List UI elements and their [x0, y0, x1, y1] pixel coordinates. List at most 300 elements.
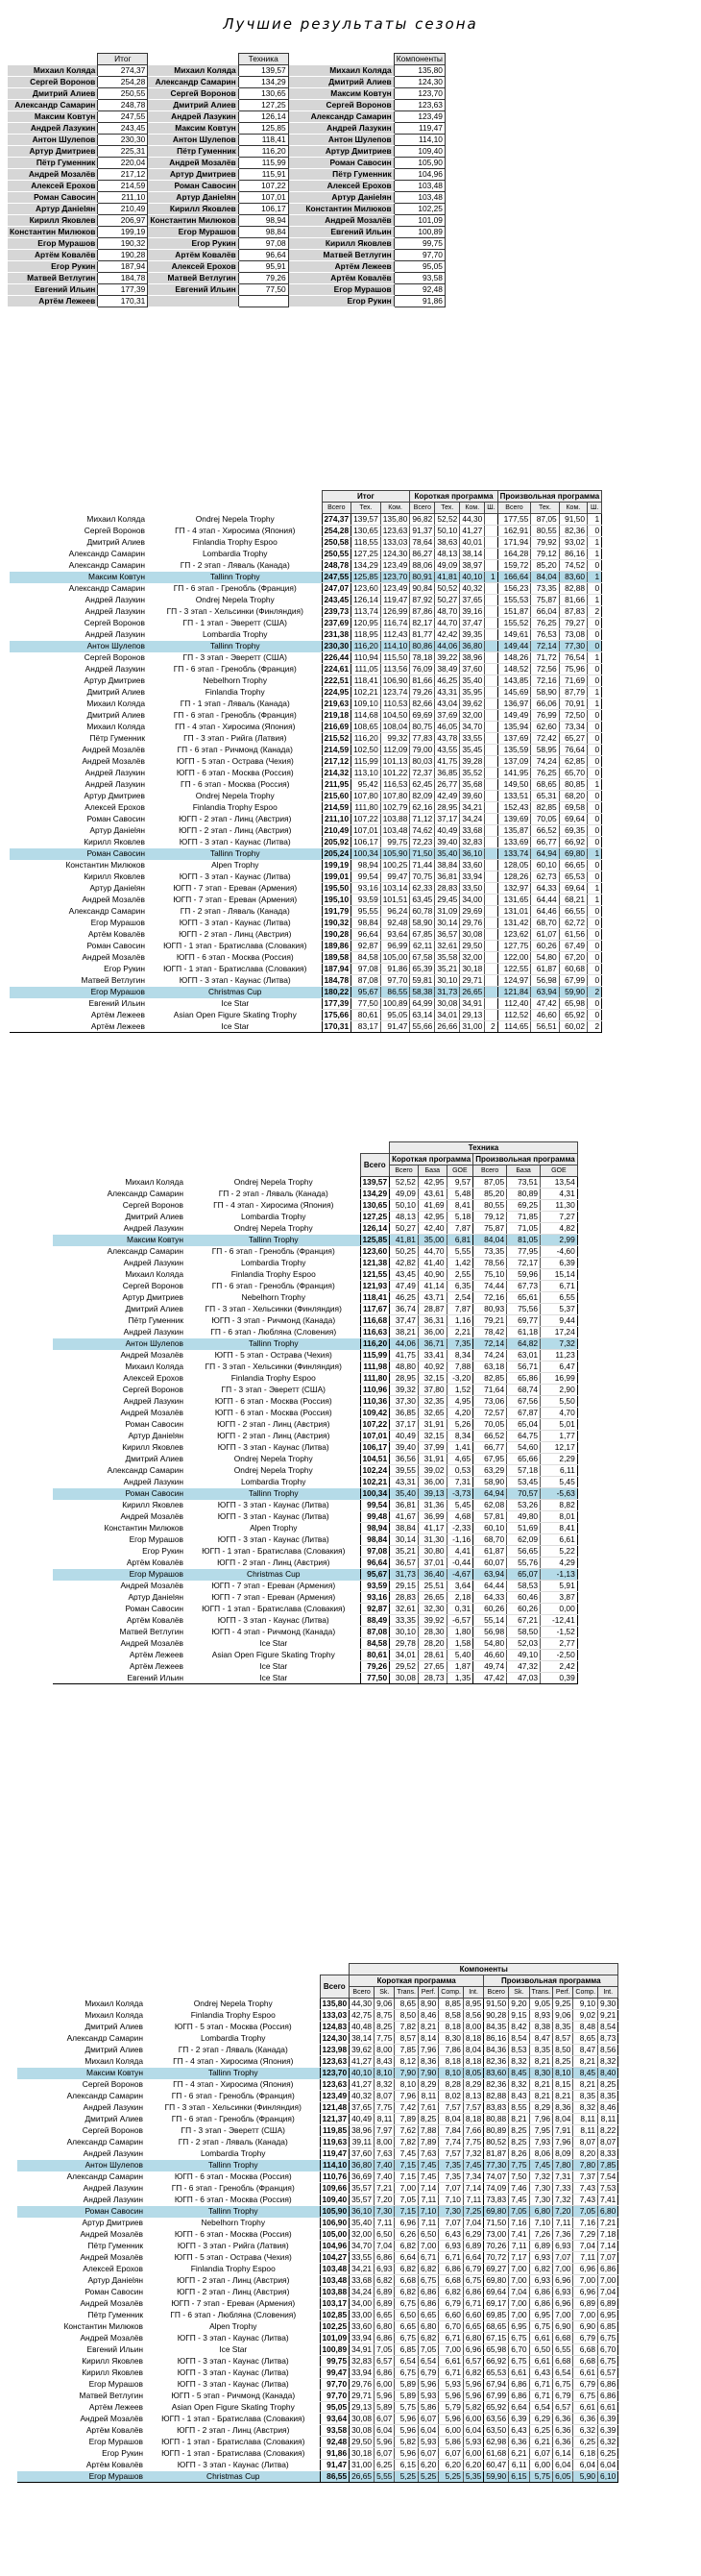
score-cell: 7,14 — [598, 2241, 618, 2252]
score-cell: 6,75 — [463, 2275, 483, 2287]
event-name: Nebelhorn Trophy — [201, 2218, 266, 2227]
score-cell: 7,45 — [529, 2160, 553, 2171]
score-cell: 38,21 — [390, 1327, 419, 1338]
score-cell: 195,10 — [322, 895, 351, 906]
score-cell: 29,71 — [350, 2391, 375, 2402]
score-cell: 189,86 — [322, 941, 351, 952]
table-row — [17, 2425, 618, 2437]
score-cell: 6,54 — [418, 2356, 438, 2367]
skater-name: Сергей Воронов — [122, 1200, 183, 1210]
t1-short-program-header: Короткая программа — [410, 491, 497, 503]
score-cell: 8,07 — [573, 2137, 598, 2148]
event-name: Alpen Trophy — [250, 1523, 298, 1533]
skater-name: Алексей Ерохов — [85, 802, 145, 812]
score-cell: 102,21 — [360, 1477, 390, 1488]
score-cell: 7,96 — [395, 2091, 419, 2102]
score-cell: 119,85 — [320, 2125, 350, 2137]
score-cell: 6,07 — [418, 2414, 438, 2425]
event-name: Asian Open Figure Skating Trophy — [171, 2402, 295, 2412]
score-cell: 0,53 — [447, 1465, 473, 1477]
score-cell: 0 — [588, 814, 602, 825]
table-row — [53, 1523, 577, 1534]
event-name: ГП - 6 этап - Гренобль (Франция) — [171, 2183, 295, 2193]
score-cell: 5,90 — [573, 2471, 598, 2483]
score-cell: 6,93 — [553, 2241, 573, 2252]
score-cell: 7,63 — [375, 2148, 395, 2160]
column-subheader: GOE — [447, 1165, 473, 1177]
score-cell: 34,21 — [350, 2264, 375, 2275]
score-cell: 8,85 — [439, 1999, 464, 2010]
table-row — [17, 2414, 618, 2425]
summary-total-value: 190,28 — [98, 250, 148, 261]
column-subheader: GOE — [541, 1165, 578, 1177]
score-cell: 5,96 — [439, 2391, 464, 2402]
score-cell: 125,85 — [360, 1235, 390, 1246]
score-cell: 116,20 — [351, 641, 381, 652]
score-cell: 5,91 — [541, 1581, 578, 1592]
score-cell: 41,27 — [350, 2079, 375, 2091]
column-subheader: База — [507, 1165, 541, 1177]
score-cell: 69,77 — [507, 1315, 541, 1327]
score-cell: 8,47 — [573, 2045, 598, 2056]
score-cell: 6,61 — [598, 2402, 618, 2414]
score-cell: 80,93 — [473, 1304, 507, 1315]
score-cell: 5,50 — [541, 1396, 578, 1408]
score-cell: 97,08 — [360, 1546, 390, 1558]
event-name: ГП - 3 этап - Хельсинки (Финляндия) — [164, 2102, 302, 2112]
score-cell: 73,06 — [473, 1396, 507, 1408]
score-cell: 8,32 — [509, 2056, 529, 2068]
skater-name: Дмитрий Алиев — [85, 2114, 143, 2123]
skater-name: Евгений Ильин — [86, 2344, 143, 2354]
score-cell: 110,94 — [351, 652, 381, 664]
score-cell: 8,56 — [598, 2045, 618, 2056]
event-name: ЮГП - 2 этап - Линц (Австрия) — [177, 2287, 290, 2296]
score-cell: 58,90 — [531, 687, 559, 699]
skater-name: Дмитрий Алиев — [86, 710, 145, 720]
score-cell: 187,94 — [322, 964, 351, 975]
score-cell: 6,68 — [553, 2333, 573, 2344]
event-name: Christmas Cup — [149, 987, 322, 998]
summary-total-name: Егор Рукин — [8, 261, 98, 273]
score-cell: 67,58 — [410, 952, 435, 964]
score-cell: 1,87 — [447, 1661, 473, 1673]
summary-comp-value: 97,70 — [394, 250, 445, 261]
score-cell: 7,26 — [529, 2229, 553, 2241]
table-row — [10, 710, 602, 722]
score-cell: 5,25 — [439, 2471, 464, 2483]
score-cell: 39,40 — [390, 1442, 419, 1454]
score-cell: 92,87 — [351, 941, 381, 952]
score-cell: 214,59 — [322, 802, 351, 814]
score-cell: 8,21 — [529, 2091, 553, 2102]
score-cell: 6,71 — [439, 2333, 464, 2344]
score-cell: 4,41 — [447, 1546, 473, 1558]
summary-row — [8, 284, 445, 296]
score-cell: 67,21 — [507, 1615, 541, 1627]
score-cell: 125,85 — [351, 572, 381, 583]
score-cell: 7,57 — [439, 2102, 464, 2114]
summary-comp-value: 123,49 — [394, 111, 445, 123]
score-cell: 105,90 — [320, 2206, 350, 2218]
summary-total-value: 217,12 — [98, 169, 148, 181]
event-name: Ice Star — [219, 2344, 248, 2354]
score-cell: 7,00 — [509, 2298, 529, 2310]
score-cell: 71,05 — [507, 1223, 541, 1235]
score-cell: 5,75 — [529, 2471, 553, 2483]
skater-name: Максим Ковтун — [53, 1235, 187, 1246]
score-cell: 8,43 — [375, 2056, 395, 2068]
score-cell: 90,28 — [484, 2010, 509, 2022]
table-row — [53, 1592, 577, 1604]
score-cell: 6,04 — [573, 2460, 598, 2471]
score-cell: 85,20 — [473, 1189, 507, 1200]
table-row — [53, 1350, 577, 1362]
skater-name: Евгений Ильин — [88, 998, 145, 1008]
score-cell: 70,05 — [473, 1419, 507, 1431]
event-name: ЮГП - 5 этап - Острава (Чехия) — [174, 2252, 292, 2262]
score-cell: 6,35 — [447, 1281, 473, 1292]
score-cell: 6,36 — [553, 2414, 573, 2425]
score-cell: 41,40 — [418, 1258, 447, 1269]
score-cell: 72,42 — [531, 733, 559, 745]
score-cell: 1,52 — [447, 1385, 473, 1396]
event-name: ГП - 6 этап - Ричмонд (Канада) — [177, 745, 293, 754]
skater-name: Михаил Коляда — [125, 1362, 183, 1371]
table-row — [10, 687, 602, 699]
score-cell: 8,95 — [463, 1999, 483, 2010]
score-cell: 60,07 — [473, 1558, 507, 1569]
column-subheader: Всего — [390, 1165, 419, 1177]
score-cell: 65,04 — [507, 1419, 541, 1431]
event-name: Lombardia Trophy — [202, 629, 268, 639]
score-cell: 7,75 — [375, 2102, 395, 2114]
score-cell: 4,65 — [447, 1454, 473, 1465]
skater-name: Андрей Мозалёв — [120, 1581, 183, 1590]
score-cell: 40,10 — [460, 572, 485, 583]
score-cell: 7,16 — [509, 2218, 529, 2229]
score-cell: 6,68 — [553, 2356, 573, 2367]
technique-table — [53, 1141, 578, 1684]
score-cell: 103,88 — [380, 814, 410, 825]
score-cell: 34,01 — [435, 1010, 460, 1021]
score-cell: 68,65 — [484, 2321, 509, 2333]
score-cell: 7,11 — [463, 2195, 483, 2206]
score-cell: 6,86 — [529, 2287, 553, 2298]
event-name: Finlandia Trophy Espoo — [192, 537, 278, 547]
score-cell: 1,80 — [447, 1627, 473, 1638]
score-cell: 87,08 — [351, 975, 381, 987]
score-cell: 8,35 — [598, 2091, 618, 2102]
score-cell: 6,04 — [418, 2425, 438, 2437]
score-cell: 53,45 — [507, 1477, 541, 1488]
score-cell: 95,67 — [351, 987, 381, 998]
score-cell: 116,68 — [360, 1315, 390, 1327]
summary-total-name: Роман Савосин — [8, 192, 98, 204]
score-cell: 6,75 — [573, 2391, 598, 2402]
score-cell: 66,06 — [531, 699, 559, 710]
score-cell: 36,99 — [418, 1511, 447, 1523]
summary-comp-name: Антон Шулепов — [288, 135, 394, 146]
table-row — [17, 1999, 618, 2010]
score-cell: 0 — [588, 837, 602, 848]
skater-name: Андрей Лазукин — [85, 629, 145, 639]
score-cell: 48,13 — [435, 549, 460, 560]
score-cell: 8,28 — [439, 2079, 464, 2091]
score-cell: 69,58 — [559, 802, 587, 814]
score-cell: 130,65 — [360, 1200, 390, 1212]
summary-tech-value: 125,85 — [238, 123, 288, 135]
score-cell: 40,01 — [460, 537, 485, 549]
skater-name: Егор Мурашов — [129, 1534, 183, 1544]
score-cell: 39,16 — [460, 606, 485, 618]
score-cell: 8,21 — [529, 2056, 553, 2068]
event-name: ЮГП - 1 этап - Братислава (Словакия) — [202, 1604, 346, 1613]
score-cell: 8,75 — [375, 2010, 395, 2022]
event-name: ЮГП - 3 этап - Каунас (Литва) — [177, 2367, 289, 2377]
table-row — [17, 2298, 618, 2310]
score-cell: 6,86 — [375, 2333, 395, 2344]
skater-name: Александр Самарин — [66, 2033, 143, 2043]
score-cell: 0 — [588, 526, 602, 537]
score-cell: 25,51 — [418, 1581, 447, 1592]
score-cell: 72,37 — [410, 768, 435, 779]
score-cell: 5,96 — [463, 2379, 483, 2391]
summary-comp-name: Артём Лежеев — [288, 261, 394, 273]
score-cell: 52,03 — [507, 1638, 541, 1650]
score-cell: 58,95 — [531, 745, 559, 756]
summary-tech-name: Роман Савосин — [148, 181, 238, 192]
score-cell: 131,42 — [497, 918, 531, 929]
score-cell: 0 — [588, 1010, 602, 1021]
t1-free-program-header: Произвольная программа — [497, 491, 602, 503]
score-cell: 75,56 — [507, 1304, 541, 1315]
score-cell: 28,83 — [390, 1592, 419, 1604]
score-cell: 133,03 — [380, 537, 410, 549]
score-cell: 5,45 — [447, 1500, 473, 1511]
score-cell: 6,54 — [553, 2367, 573, 2379]
score-cell: 73,08 — [559, 629, 587, 641]
score-cell: 199,01 — [322, 871, 351, 883]
score-cell: 73,35 — [531, 583, 559, 595]
score-cell: 6,61 — [529, 2356, 553, 2367]
event-name: ЮГП - 6 этап - Москва (Россия) — [174, 2195, 292, 2204]
score-cell: 8,11 — [375, 2114, 395, 2125]
score-cell: 1 — [588, 595, 602, 606]
score-cell: 6,70 — [509, 2344, 529, 2356]
score-cell: 104,27 — [320, 2252, 350, 2264]
score-cell: 87,79 — [559, 687, 587, 699]
skater-name: Андрей Мозалёв — [120, 1638, 183, 1648]
score-cell: 8,18 — [463, 2114, 483, 2125]
summary-total-name: Артём Ковалёв — [8, 250, 98, 261]
score-cell — [485, 1010, 497, 1021]
score-cell: -3,73 — [447, 1488, 473, 1500]
score-cell: 31,00 — [460, 1021, 485, 1033]
skater-name: Андрей Лазукин — [85, 664, 145, 674]
event-name: Tallinn Trophy — [149, 572, 322, 583]
column-subheader: Sk. — [509, 1987, 529, 1999]
score-cell: 8,10 — [553, 2068, 573, 2079]
skater-name: Андрей Мозалёв — [82, 895, 145, 904]
event-name: Lombardia Trophy — [240, 1258, 306, 1267]
table-row — [10, 895, 602, 906]
score-cell: 36,57 — [435, 929, 460, 941]
score-cell: 7,30 — [439, 2206, 464, 2218]
skater-name: Дмитрий Алиев — [85, 2045, 143, 2054]
score-cell: 50,27 — [435, 595, 460, 606]
score-cell: 100,34 — [351, 848, 381, 860]
table-row — [17, 2448, 618, 2460]
summary-row — [8, 261, 445, 273]
score-cell: 11,23 — [541, 1350, 578, 1362]
score-cell: 7,45 — [418, 2171, 438, 2183]
score-cell: 48,80 — [390, 1362, 419, 1373]
score-cell: 6,50 — [418, 2229, 438, 2241]
score-cell: 6,79 — [573, 2333, 598, 2344]
summary-tech-value: 95,91 — [238, 261, 288, 273]
score-cell: 0 — [588, 629, 602, 641]
score-cell: 6,75 — [529, 2321, 553, 2333]
score-cell: 6,00 — [439, 2425, 464, 2437]
table-row — [10, 837, 602, 848]
score-cell: 33,94 — [460, 871, 485, 883]
event-name: Nebelhorn Trophy — [241, 1292, 306, 1302]
table-row — [17, 2148, 618, 2160]
score-cell: 6,54 — [529, 2402, 553, 2414]
score-cell: 64,75 — [507, 1431, 541, 1442]
score-cell: 71,69 — [559, 675, 587, 687]
summary-total-name: Андрей Мозалёв — [8, 169, 98, 181]
score-cell: 2,29 — [541, 1454, 578, 1465]
score-cell: 6,65 — [395, 2321, 419, 2333]
score-cell: 190,28 — [322, 929, 351, 941]
event-name: ЮГП - 7 этап - Ереван (Армения) — [173, 883, 298, 893]
skater-name: Матвей Ветлугин — [79, 2391, 143, 2400]
score-cell: 37,80 — [418, 1385, 447, 1396]
score-cell: 116,20 — [351, 733, 381, 745]
event-name: Tallinn Trophy — [147, 2206, 320, 2218]
summary-row — [8, 88, 445, 100]
score-cell: 64,94 — [473, 1488, 507, 1500]
table-row — [17, 2022, 618, 2033]
score-cell: 247,55 — [322, 572, 351, 583]
score-cell: 6,68 — [395, 2275, 419, 2287]
score-cell: 0,00 — [541, 1604, 578, 1615]
score-cell — [485, 975, 497, 987]
event-name: Lombardia Trophy — [240, 1212, 306, 1221]
score-cell: 115,50 — [380, 652, 410, 664]
table-row — [17, 2056, 618, 2068]
score-cell: 82,36 — [484, 2056, 509, 2068]
score-cell: 62,45 — [410, 779, 435, 791]
summary-comp-value: 114,10 — [394, 135, 445, 146]
table-row — [17, 2045, 618, 2056]
score-cell: 5,93 — [418, 2437, 438, 2448]
score-cell: -1,13 — [541, 1569, 578, 1581]
score-cell — [485, 514, 497, 526]
skater-name: Сергей Воронов — [82, 2125, 143, 2135]
event-name: ГП - 3 этап - Эверетт (США) — [221, 1385, 326, 1394]
score-cell: 239,73 — [322, 606, 351, 618]
score-cell: 78,64 — [410, 537, 435, 549]
table-row — [10, 629, 602, 641]
score-cell: 7,05 — [509, 2206, 529, 2218]
table-row — [53, 1212, 577, 1223]
event-name: ЮГП - 5 этап - Москва (Россия) — [174, 2022, 292, 2031]
skater-name: Артём Лежеев — [88, 2402, 143, 2412]
score-cell: 6,82 — [395, 2264, 419, 2275]
score-cell: 60,10 — [473, 1523, 507, 1534]
table-row — [10, 595, 602, 606]
score-cell: 8,32 — [375, 2079, 395, 2091]
score-cell: 6,89 — [375, 2298, 395, 2310]
score-cell: 98,94 — [360, 1523, 390, 1534]
score-cell: 0 — [588, 756, 602, 768]
score-cell: 126,14 — [351, 595, 381, 606]
score-cell: 31,91 — [418, 1454, 447, 1465]
score-cell: 80,03 — [410, 756, 435, 768]
summary-comp-name: Пётр Гуменник — [288, 169, 394, 181]
score-cell: 152,43 — [497, 802, 531, 814]
score-cell: 0 — [588, 675, 602, 687]
score-cell: 8,41 — [447, 1200, 473, 1212]
score-cell: 76,53 — [531, 629, 559, 641]
event-name: ЮГП - 3 этап - Каунас (Литва) — [217, 1511, 329, 1521]
score-cell: 29,76 — [460, 918, 485, 929]
skater-name: Артём Лежеев — [129, 1661, 183, 1671]
score-cell: 72,16 — [531, 675, 559, 687]
score-cell — [485, 745, 497, 756]
score-cell: 6,75 — [598, 2333, 618, 2344]
score-cell: 7,61 — [418, 2102, 438, 2114]
event-name: ЮГП - 3 этап - Каунас (Литва) — [217, 1534, 329, 1544]
summary-comp-name: Артём Ковалёв — [288, 273, 394, 284]
score-cell: 99,32 — [380, 733, 410, 745]
summary-total-name: Артур Данielян — [8, 204, 98, 215]
score-cell: 31,91 — [418, 1419, 447, 1431]
event-name: ЮГП - 2 этап - Линц (Австрия) — [217, 1431, 330, 1440]
score-cell: 83,17 — [351, 1021, 381, 1033]
score-cell: -1,52 — [541, 1627, 578, 1638]
score-cell: 6,65 — [418, 2310, 438, 2321]
score-cell: 46,25 — [390, 1292, 419, 1304]
score-cell: 91,50 — [559, 514, 587, 526]
score-cell: 38,96 — [460, 652, 485, 664]
score-cell: 6,71 — [418, 2252, 438, 2264]
score-cell: 8,82 — [541, 1500, 578, 1511]
table-row — [17, 2252, 618, 2264]
score-cell: 92,48 — [380, 918, 410, 929]
score-cell: 109,42 — [360, 1408, 390, 1419]
score-cell: 65,98 — [484, 2344, 509, 2356]
score-cell: 6,89 — [375, 2287, 395, 2298]
score-cell: 139,57 — [360, 1177, 390, 1189]
score-cell: 36,10 — [460, 848, 485, 860]
score-cell: 0 — [588, 929, 602, 941]
table-row — [10, 987, 602, 998]
score-cell: 6,25 — [375, 2460, 395, 2471]
summary-comp-name: Матвей Ветлугин — [288, 250, 394, 261]
score-cell: 6,65 — [463, 2321, 483, 2333]
summary-total-value: 170,31 — [98, 296, 148, 307]
score-cell: 36,81 — [435, 871, 460, 883]
score-cell: 69,85 — [484, 2310, 509, 2321]
event-name: Finlandia Trophy Espoo — [192, 802, 278, 812]
summary-comp-value: 102,25 — [394, 204, 445, 215]
score-cell: 7,00 — [573, 2310, 598, 2321]
score-cell: 7,74 — [439, 2137, 464, 2148]
